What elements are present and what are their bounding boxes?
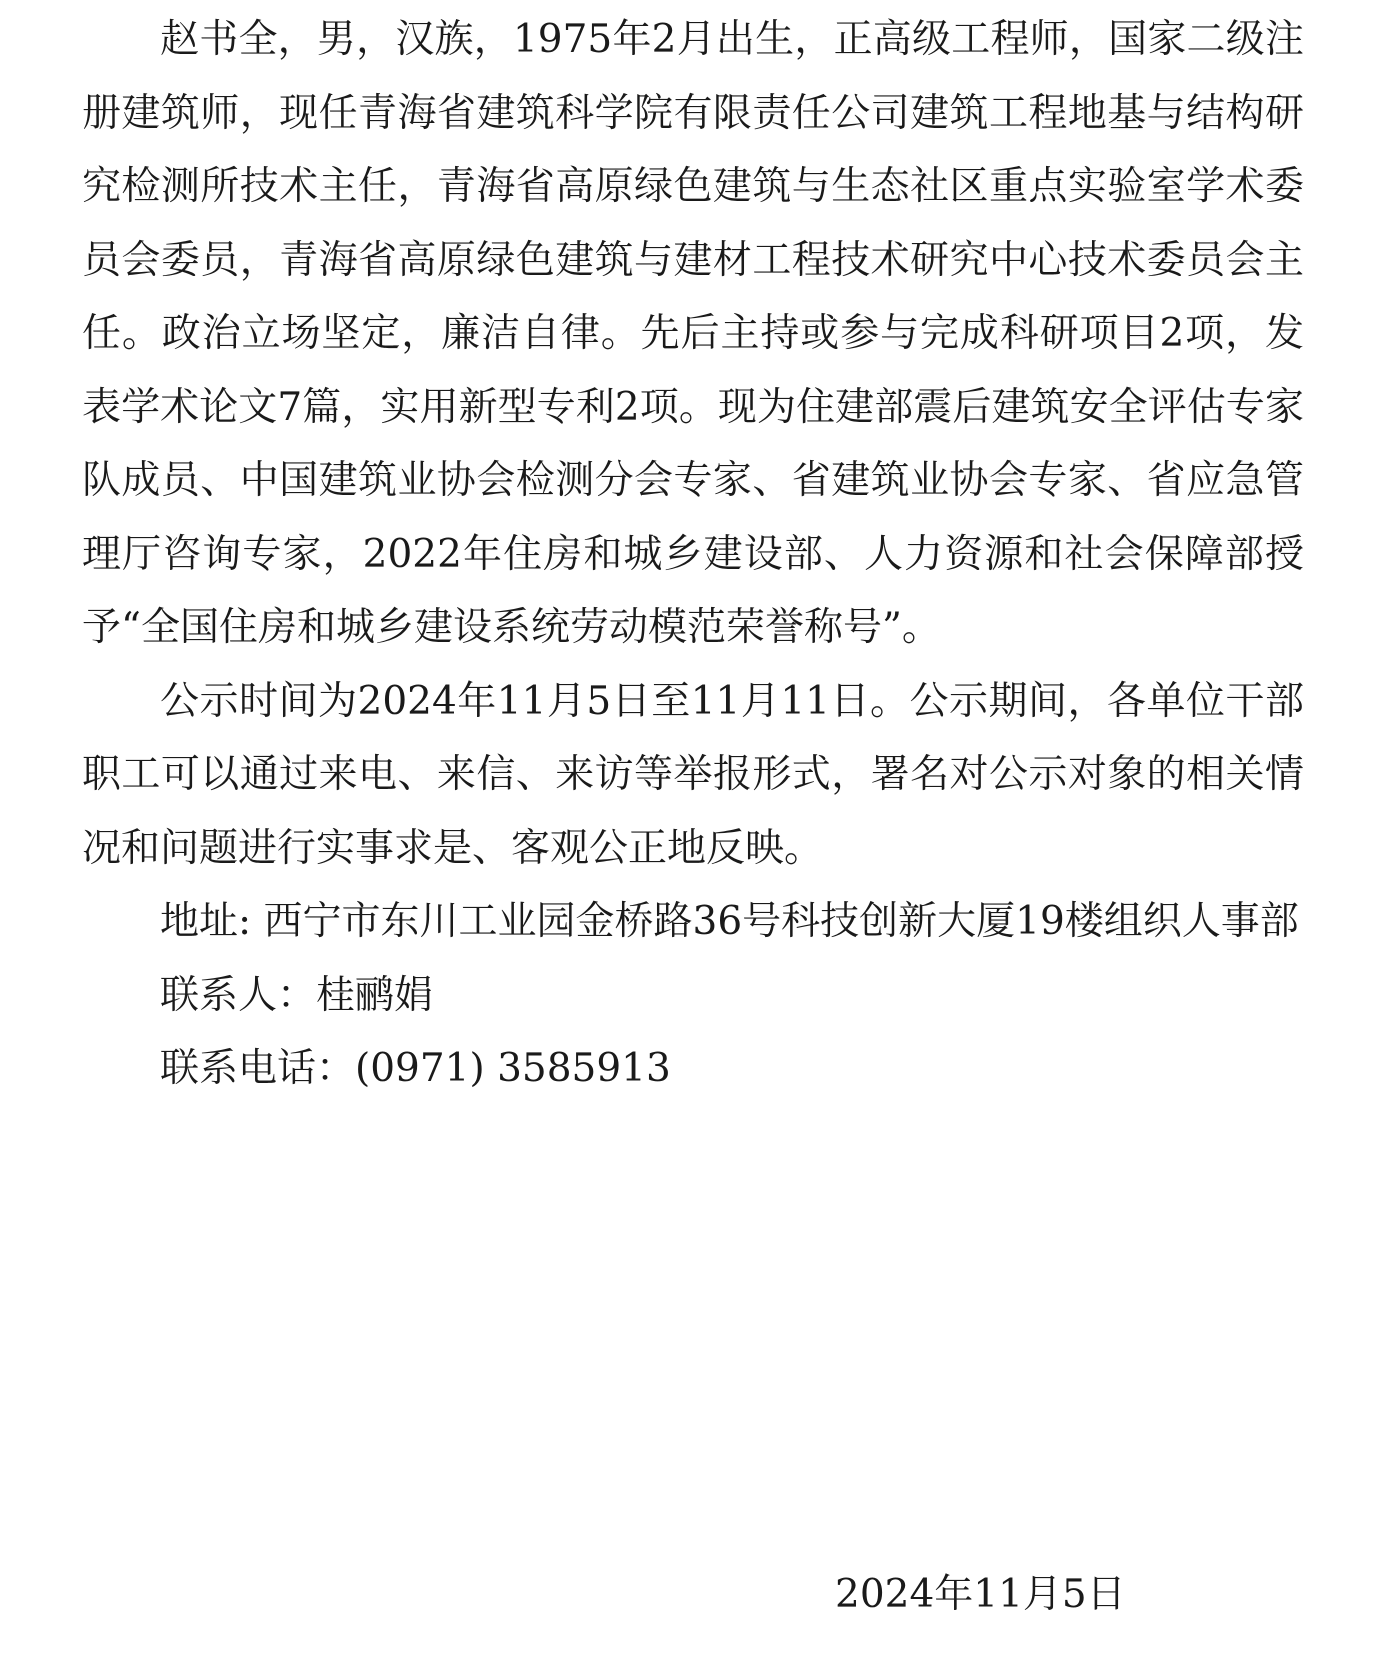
notice-period-paragraph: 公示时间为2024年11月5日至11月11日。公示期间，各单位干部职工可以通过来电、来信、来访等举报形式，署名对公示对象的相关情况和问题进行实事求是、客观公正地反映。: [82, 678, 1304, 871]
address-paragraph: 地址: 西宁市东川工业园金桥路36号科技创新大厦19楼组织人事部: [160, 899, 1299, 944]
signature-date: 2024年11月5日: [835, 1572, 1126, 1617]
document-body: [82, 0, 1304, 1106]
contact-phone: 联系电话：(0971) 3585913: [160, 1046, 671, 1091]
contact-person: 联系人：桂鹂娟: [160, 972, 434, 1018]
bio-paragraph: 赵书全，男，汉族，1975年2月出生，正高级工程师，国家二级注册建筑师，现任青海省建筑科学院有限责任公司建筑工程地基与结构研究检测所技术主任，青海省高原绿色建筑与生态社区重点实验室学术委员会委员，青海省高原绿色建筑与建材工程技术研究中心技术委员会主任。政治立场坚定，廉洁自律。先后主持或参与完成科研项目2项，发表学术论文7篇，实用新型专利2项。现为住建部震后建筑安全评估专家队成员、中国建筑业协会检测分会专家、省建筑业协会专家、省应急管理厅咨询专家，2022年住房和城乡建设部、人力资源和社会保障部授予“全国住房和城乡建设系统劳动模范荣誉称号”。: [82, 17, 1304, 650]
